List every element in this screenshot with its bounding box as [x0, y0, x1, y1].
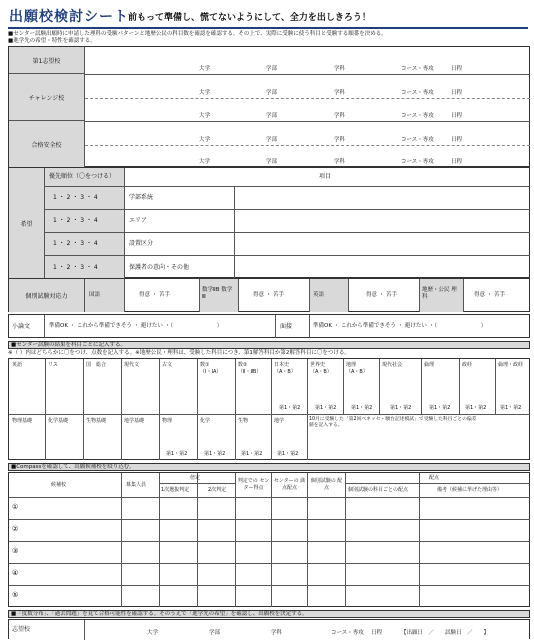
center-subject-chemistry-basic: 化学基礎 [48, 418, 69, 424]
compass-header-candidate: 候補校 [51, 482, 67, 488]
field-course: コース・専攻 [401, 137, 434, 143]
center-subject-ethics: 倫理 [424, 362, 435, 368]
field-faculty: 学部 [266, 137, 278, 143]
field-department: 学科 [334, 137, 346, 143]
scale-english[interactable]: 得意 ・ 苦手 [366, 292, 397, 298]
center-subject-japanese-history: 日本史 （A・B） [274, 362, 296, 375]
field-university: 大学 [199, 113, 211, 119]
final-label: 志望校 [12, 626, 31, 633]
center-subject-english: 英語 [12, 362, 23, 368]
hope-item-faculty-type: 学部系統 [129, 194, 154, 201]
center-subject-ethics-politics: 倫理・政経 [498, 362, 524, 368]
center-subject-earth: 地学 [274, 418, 285, 424]
title-rule [8, 27, 528, 29]
center-note: ※（ ）内はどちらかに〇をつけ、点数を記入する。※地歴公民・理科は、受験した科目につき、第1解答科目か第2解答科目に〇をつける。 [8, 350, 350, 356]
compass-header-center-score: 判定での センター得点 [237, 478, 270, 491]
final-field-university: 大学 [147, 630, 159, 636]
school-row-label-first: 第1志望校 [9, 47, 85, 74]
hope-label: 希望 [9, 168, 45, 278]
field-schedule: 日程 [451, 137, 463, 143]
field-faculty: 学部 [266, 113, 278, 119]
answer-mark-biology[interactable]: 第1・第2 [241, 451, 263, 457]
compass-section-header: ■Compassを確認して、出願候補校を絞り込む。 [8, 463, 530, 471]
compass-header-quota: 募集人員 [126, 482, 147, 488]
item-header: 項目 [319, 173, 332, 180]
center-subject-classical: 古文 [162, 362, 173, 368]
final-field-faculty: 学部 [209, 630, 221, 636]
field-university: 大学 [199, 137, 211, 143]
hope-item-parents: 保護者の意向・その他 [129, 264, 190, 271]
compass-header-individual-points: 個別試験の 配点 [310, 478, 343, 491]
priority-scale-2[interactable]: 1 ・ 2 ・ 3 ・ 4 [53, 217, 98, 224]
field-schedule: 日程 [451, 90, 463, 96]
center-subject-politics: 政経 [462, 362, 473, 368]
page-title: 出願校検討シート [9, 9, 129, 25]
compass-table [8, 472, 530, 607]
scale-japanese[interactable]: 得意 ・ 苦手 [139, 292, 170, 298]
answer-mark-chemistry[interactable]: 第1・第2 [204, 451, 226, 457]
field-schedule: 日程 [451, 66, 463, 72]
field-course: コース・専攻 [401, 66, 434, 72]
individual-exam-label: 個別試験対応力 [9, 279, 85, 312]
hope-item-school-type: 設置区分 [129, 240, 154, 247]
center-subject-listening: リス [48, 362, 58, 368]
center-subject-contemporary-society: 現代社会 [382, 362, 403, 368]
compass-header-allocation-subjects: 個別試験の科目ごとの配点 [348, 487, 409, 493]
final-school-row [8, 619, 530, 639]
instruction-note-2: ■進学先の希望・特性を確認する。 [8, 38, 96, 44]
field-course: コース・専攻 [401, 159, 434, 165]
answer-mark-geo[interactable]: 第1・第2 [351, 405, 373, 411]
field-course: コース・専攻 [401, 113, 434, 119]
answer-mark-earth[interactable]: 第1・第2 [277, 451, 299, 457]
school-row-label-challenge: チャレンジ校 [9, 74, 85, 121]
hope-item-area: エリア [129, 217, 148, 224]
field-faculty: 学部 [266, 90, 278, 96]
center-subject-geography: 地理 （A・B） [346, 362, 368, 375]
field-faculty: 学部 [266, 66, 278, 72]
compass-row-4: ④ [12, 569, 19, 577]
compass-header-second: 2次判定 [208, 487, 227, 493]
field-schedule: 日程 [451, 159, 463, 165]
field-university: 大学 [199, 90, 211, 96]
priority-scale-3[interactable]: 1 ・ 2 ・ 3 ・ 4 [53, 240, 98, 247]
center-subject-world-history: 世界史 （A・B） [310, 362, 332, 375]
center-subject-japanese: 国 総合 [86, 362, 107, 368]
hope-table [8, 167, 530, 278]
individual-exam-table [8, 278, 530, 312]
center-footnote: 10月に受験した「第2回ベネッセ・駿台記述模試」で受験した科目ごとの偏差値を記入する。 [309, 417, 477, 428]
center-subject-biology: 生物 [238, 418, 249, 424]
scale-math[interactable]: 得意 ・ 苦手 [253, 292, 284, 298]
priority-scale-1[interactable]: 1 ・ 2 ・ 3 ・ 4 [53, 194, 98, 201]
center-section-header: ■センター試験の結果を科目ごとに記入する。 [8, 341, 530, 349]
subject-math: 数学ⅡB 数学Ⅲ [202, 287, 233, 300]
essay-options[interactable]: 準備OK ・ これから準備できそう ・ 避けたい ・（ ） [49, 323, 223, 329]
essay-interview-table [8, 314, 530, 338]
school-choice-table [8, 46, 530, 167]
page-subtitle: 前もって準備し、慌てないようにして、全力を出しきろう！ [128, 13, 371, 23]
compass-header-center-points: センターの 満点配点 [273, 478, 306, 491]
field-university: 大学 [199, 66, 211, 72]
final-field-department: 学科 [271, 630, 283, 636]
answer-mark-politics[interactable]: 第1・第2 [465, 405, 487, 411]
compass-row-5: ⑤ [12, 591, 19, 599]
center-subject-chemistry: 化学 [200, 418, 211, 424]
interview-label: 面接 [280, 323, 293, 330]
answer-mark-physics[interactable]: 第1・第2 [166, 451, 188, 457]
center-score-table [8, 358, 530, 460]
compass-header-remarks: 備考（候補に挙げた理由等） [437, 487, 503, 493]
answer-mark-ethics[interactable]: 第1・第2 [429, 405, 451, 411]
compass-row-3: ③ [12, 547, 19, 555]
subject-english: 英語 [313, 292, 325, 298]
priority-scale-4[interactable]: 1 ・ 2 ・ 3 ・ 4 [53, 264, 98, 271]
school-row-label-safe: 合格安全校 [9, 121, 85, 167]
center-subject-biology-basic: 生物基礎 [86, 418, 107, 424]
field-university: 大学 [199, 159, 211, 165]
center-subject-math1: 数① （Ⅰ・ⅠA） [200, 362, 222, 375]
final-field-course: コース・専攻 [331, 630, 364, 636]
field-department: 学科 [334, 90, 346, 96]
interview-options[interactable]: 準備OK ・ これから準備できそう ・ 避けたい ・（ ） [313, 323, 487, 329]
center-subject-physics: 物理 [162, 418, 173, 424]
field-faculty: 学部 [266, 159, 278, 165]
answer-mark-ep[interactable]: 第1・第2 [500, 405, 522, 411]
center-subject-earth-basic: 地学基礎 [124, 418, 145, 424]
compass-row-1: ① [12, 503, 19, 511]
answer-mark-jh[interactable]: 第1・第2 [279, 405, 301, 411]
final-deadline: 【出願日 ／ 試験日 ／ 】 [401, 630, 490, 636]
compass-row-2: ② [12, 525, 19, 533]
field-department: 学科 [334, 159, 346, 165]
compass-header-allocation: 配点 [429, 475, 440, 481]
field-course: コース・専攻 [401, 90, 434, 96]
priority-header: 優先順位（〇をつける） [49, 173, 116, 180]
final-section-header: ■「度数分布」、「過去問題」を見て合格可能性を確認する。そのうえで「進学先の希望」を確認し、出願校を決定する。 [8, 610, 530, 618]
scale-social-science[interactable]: 得意 ・ 苦手 [474, 292, 505, 298]
center-subject-physics-basic: 物理基礎 [12, 418, 33, 424]
final-field-schedule: 日程 [371, 630, 383, 636]
answer-mark-wh[interactable]: 第1・第2 [315, 405, 337, 411]
compass-header-first: 1次選抜判定 [161, 487, 190, 493]
field-department: 学科 [334, 66, 346, 72]
center-subject-math2: 数② （Ⅱ・ⅡB） [238, 362, 262, 375]
subject-japanese: 国語 [89, 292, 101, 298]
compass-header-ratio: 倍定 [190, 475, 201, 481]
answer-mark-cs[interactable]: 第1・第2 [390, 405, 412, 411]
field-schedule: 日程 [451, 113, 463, 119]
center-subject-modern-japanese: 現代文 [124, 362, 140, 368]
field-department: 学科 [334, 113, 346, 119]
instruction-note-1: ■センター試験出願時に申請した理科の受験パターンと地歴公民の科目数を確認を確認する。その上で、実際に受験に使う科目と受験する順番を決める。 [8, 31, 387, 37]
essay-label: 小論文 [12, 323, 31, 330]
subject-social-science: 地歴・公民 理科 [422, 287, 457, 300]
